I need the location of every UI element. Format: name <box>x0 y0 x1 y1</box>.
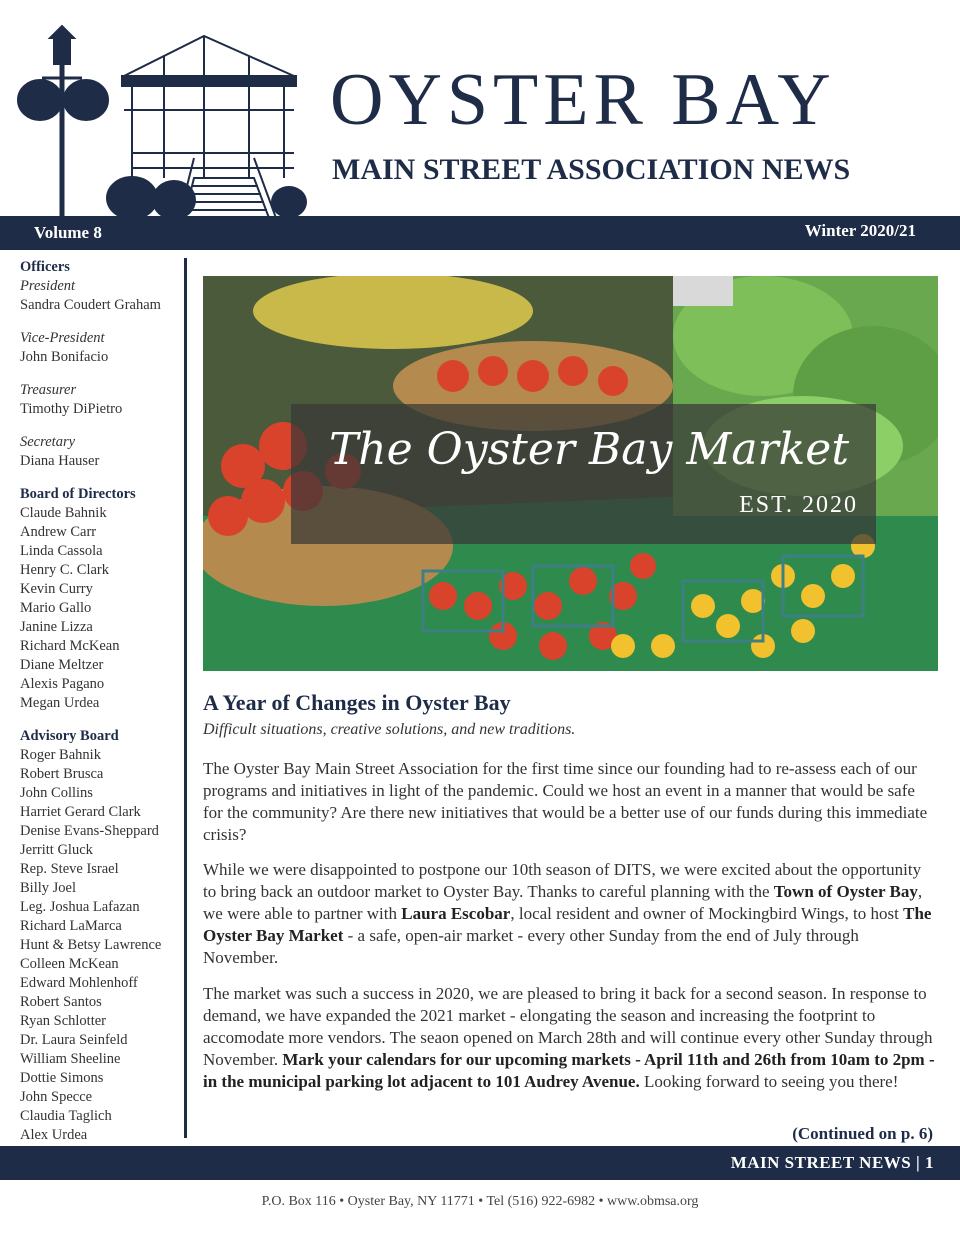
text-run: Looking forward to seeing you there! <box>639 1072 899 1091</box>
board-member: Richard McKean <box>20 638 120 654</box>
market-established: EST. 2020 <box>739 492 858 518</box>
board-list <box>20 504 182 713</box>
officer-name: Sandra Coudert Graham <box>20 297 161 313</box>
issue-label: Winter 2020/21 <box>804 221 916 240</box>
advisory-member: Harriet Gerard Clark <box>20 804 141 820</box>
advisory-member: Colleen McKean <box>20 956 119 972</box>
officer-role: President <box>20 278 76 294</box>
board-member: Alexis Pagano <box>20 676 105 692</box>
advisory-member: Billy Joel <box>20 880 76 896</box>
advisory-member: Ryan Schlotter <box>20 1013 107 1029</box>
advisory-member: John Specce <box>20 1089 93 1105</box>
text-run: , we were able to partner with <box>203 882 923 923</box>
board-member: Linda Cassola <box>20 543 103 559</box>
advisory-member: Dr. Laura Seinfeld <box>20 1032 128 1048</box>
article-paragraph: The Oyster Bay Main Street Association for the first time since our founding had to re-assess each of our programs and initiatives in light of the pandemic. Could we host an event in a manner that would be safe for the community? Are there new initiatives that would be a better use of our funds during this immediate crisis? <box>203 759 928 844</box>
volume-bar <box>0 216 960 250</box>
article-paragraph <box>203 859 938 969</box>
masthead-subtitle: MAIN STREET ASSOCIATION NEWS <box>332 153 851 186</box>
board-heading: Board of Directors <box>20 486 136 502</box>
gazebo-logo <box>14 18 314 228</box>
officer-name: Timothy DiPietro <box>20 401 123 417</box>
bold-name: Laura Escobar <box>401 904 511 923</box>
masthead-title: OYSTER BAY <box>330 59 836 141</box>
continued-note: (Continued on p. 6) <box>792 1124 933 1143</box>
text-run: The market was such a success in 2020, we are pleased to bring it back for a second season. In response to demand, we have expanded the 2021 market - elongating the season and increasing the footprint to accomodate more vendors. The seaon opened on March 28th and will continue every other Sunday through November. <box>203 984 933 1069</box>
sidebar-divider <box>184 258 187 1138</box>
advisory-member: Robert Santos <box>20 994 102 1010</box>
board-member: Claude Bahnik <box>20 505 107 521</box>
board-member: Kevin Curry <box>20 581 93 597</box>
text-run: - a safe, open-air market - every other Sunday from the end of July through November. <box>203 926 859 967</box>
officer-name: Diana Hauser <box>20 453 100 469</box>
bold-town: Town of Oyster Bay <box>773 882 918 901</box>
board-member: Megan Urdea <box>20 695 100 711</box>
text-run: , local resident and owner of Mockingbird Wings, to host <box>510 904 904 923</box>
board-member: Henry C. Clark <box>20 562 109 578</box>
volume-label: Volume 8 <box>34 223 102 242</box>
advisory-member: Robert Brusca <box>20 766 104 782</box>
advisory-member: Leg. Joshua Lafazan <box>20 899 140 915</box>
market-title-banner <box>291 404 876 544</box>
footer-bar <box>0 1146 960 1180</box>
officer-role: Secretary <box>20 434 76 450</box>
advisory-member: Claudia Taglich <box>20 1108 112 1124</box>
advisory-member: John Collins <box>20 785 93 801</box>
advisory-member: Richard LaMarca <box>20 918 122 934</box>
advisory-member: Jerritt Gluck <box>20 842 93 858</box>
market-title: The Oyster Bay Market <box>328 424 850 475</box>
bold-market: The Oyster Bay Market <box>203 904 932 945</box>
officer-role: Treasurer <box>20 382 77 398</box>
advisory-heading: Advisory Board <box>20 728 119 744</box>
advisory-member: Edward Mohlenhoff <box>20 975 138 991</box>
footer-label: MAIN STREET NEWS | 1 <box>730 1153 934 1172</box>
advisory-member: Hunt & Betsy Lawrence <box>20 937 162 953</box>
officers-heading: Officers <box>20 259 70 275</box>
advisory-member: Alex Urdea <box>20 1127 88 1143</box>
article-paragraph <box>203 983 938 1093</box>
article-title: A Year of Changes in Oyster Bay <box>203 690 511 715</box>
market-photo <box>203 276 938 671</box>
officer-name: John Bonifacio <box>20 349 109 365</box>
advisory-member: Denise Evans-Sheppard <box>20 823 159 839</box>
board-member: Janine Lizza <box>20 619 93 635</box>
text-run: While we were disappointed to postpone our 10th season of DITS, we were excited about the opportunity to bring back an outdoor market to Oyster Bay. Thanks to careful planning with the <box>203 860 922 901</box>
board-member: Diane Meltzer <box>20 657 104 673</box>
bold-dates: Mark your calendars for our upcoming markets - April 11th and 26th from 10am to 2pm - in the municipal parking lot adjacent to 101 Audrey Avenue. <box>203 1050 935 1091</box>
advisory-member: William Sheeline <box>20 1051 121 1067</box>
advisory-member: Rep. Steve Israel <box>20 861 119 877</box>
board-member: Mario Gallo <box>20 600 92 616</box>
officer-role: Vice-President <box>20 330 105 346</box>
advisory-member: Roger Bahnik <box>20 747 101 763</box>
contact-address: P.O. Box 116 • Oyster Bay, NY 11771 • Tel (516) 922-6982 • www.obmsa.org <box>261 1194 699 1209</box>
advisory-list <box>20 746 182 1145</box>
board-member: Andrew Carr <box>20 524 97 540</box>
officers-sidebar <box>20 258 182 1145</box>
advisory-member: Dottie Simons <box>20 1070 104 1086</box>
article-subtitle: Difficult situations, creative solutions, and new traditions. <box>203 721 576 738</box>
